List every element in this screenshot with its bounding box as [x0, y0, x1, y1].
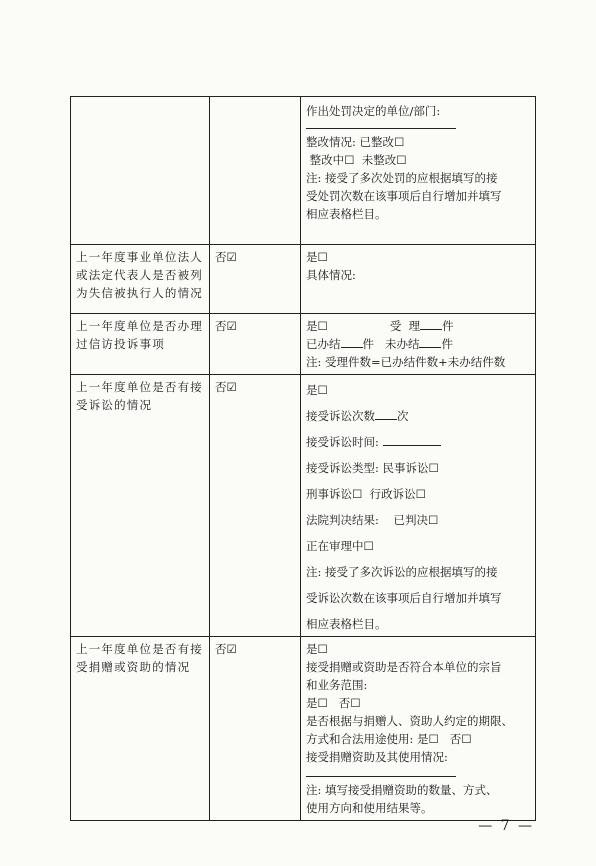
answer-checkbox[interactable]: 否☑	[210, 637, 301, 821]
table-row	[71, 637, 536, 821]
donation-label: 上一年度单位是否有接受捐赠或资助的情况	[71, 637, 210, 821]
row-detail-cell	[301, 314, 536, 375]
accepted-label: 受 理	[389, 319, 421, 333]
row-answer-cell	[210, 97, 301, 245]
row-detail-cell	[301, 375, 536, 637]
penalty-unit-label: 作出处罚决定的单位/部门:	[306, 104, 441, 118]
litigation-type-line: 接受诉讼类型: 民事诉讼☐	[306, 461, 439, 475]
row-label-cell	[71, 97, 210, 245]
note-line: 注: 接受了多次处罚的应根据填写的接	[306, 171, 498, 185]
yes-checkbox[interactable]: 是☐	[306, 383, 328, 397]
row-detail-cell	[301, 637, 536, 821]
answer-checkbox[interactable]: 否☑	[210, 245, 301, 314]
table-row	[71, 314, 536, 375]
pending-count-blank[interactable]	[419, 335, 441, 348]
rectification-options: 整改中☐ 未整改☐	[306, 153, 407, 167]
usage-compliance-line: 方式和合法用途使用: 是☐ 否☐	[306, 732, 472, 746]
rectification-status: 整改情况: 已整改☐	[306, 135, 405, 149]
yes-checkbox[interactable]: 是☐	[306, 642, 328, 656]
fill-line	[306, 766, 456, 777]
details-label: 具体情况:	[306, 268, 356, 282]
donation-detail-line: 是否根据与捐赠人、资助人约定的期限、	[306, 714, 513, 728]
unit-label: 件	[441, 337, 453, 351]
litigation-type-line-2: 刑事诉讼☐ 行政诉讼☐	[306, 487, 426, 501]
litigation-time-line	[306, 433, 530, 451]
pending-trial-checkbox[interactable]: 正在审理中☐	[306, 539, 374, 553]
note-line: 注: 填写接受捐赠资助的数量、方式、	[306, 783, 498, 797]
court-result-line: 法院判决结果: 已判决☐	[306, 513, 439, 527]
yes-checkbox[interactable]: 是☐	[306, 319, 328, 333]
litigation-count-label: 接受诉讼次数	[306, 409, 375, 423]
completed-label: 已办结	[306, 337, 341, 351]
note-line: 相应表格栏目。	[306, 617, 387, 631]
fill-line	[306, 120, 456, 129]
table-row	[71, 97, 536, 245]
note-line: 使用方向和使用结果等。	[306, 801, 433, 815]
yes-no-checkboxes[interactable]: 是☐ 否☐	[306, 696, 361, 710]
row-detail-cell	[301, 245, 536, 314]
litigation-time-blank[interactable]	[383, 433, 441, 446]
donation-usage-label: 接受捐赠资助及其使用情况:	[306, 750, 448, 764]
dishonest-debtor-label: 上一年度事业单位法人或法定代表人是否被列为失信被执行人的情况	[71, 245, 210, 314]
answer-checkbox[interactable]: 否☑	[210, 375, 301, 637]
note-line: 注: 接受了多次诉讼的应根据填写的接	[306, 565, 498, 579]
litigation-count-blank[interactable]	[375, 407, 397, 420]
petition-accepted-line	[306, 317, 530, 335]
note-line: 注: 受理件数=已办结件数+未办结件数	[306, 355, 506, 369]
note-line: 受处罚次数在该事项后自行增加并填写	[306, 189, 502, 203]
page-number: — 7 —	[478, 818, 534, 834]
litigation-label: 上一年度单位是否有接受诉讼的情况	[71, 375, 210, 637]
answer-checkbox[interactable]: 否☑	[210, 314, 301, 375]
table-row	[71, 375, 536, 637]
pending-label: 件 未办结	[362, 337, 420, 351]
report-form-table	[70, 96, 536, 821]
note-line: 受诉讼次数在该事项后自行增加并填写	[306, 591, 502, 605]
petition-status-line	[306, 335, 530, 353]
unit-label: 次	[397, 409, 409, 423]
petition-label: 上一年度单位是否办理过信访投诉事项	[71, 314, 210, 375]
accepted-count-blank[interactable]	[420, 317, 442, 330]
donation-detail-line: 和业务范围:	[306, 678, 368, 692]
yes-checkbox[interactable]: 是☐	[306, 250, 328, 264]
note-line: 相应表格栏目。	[306, 207, 387, 221]
unit-label: 件	[442, 319, 454, 333]
litigation-count-line	[306, 407, 530, 425]
completed-count-blank[interactable]	[341, 335, 363, 348]
table-row	[71, 245, 536, 314]
row-detail-cell	[301, 97, 536, 245]
donation-detail-line: 接受捐赠或资助是否符合本单位的宗旨	[306, 660, 502, 674]
litigation-time-label: 接受诉讼时间:	[306, 435, 379, 449]
